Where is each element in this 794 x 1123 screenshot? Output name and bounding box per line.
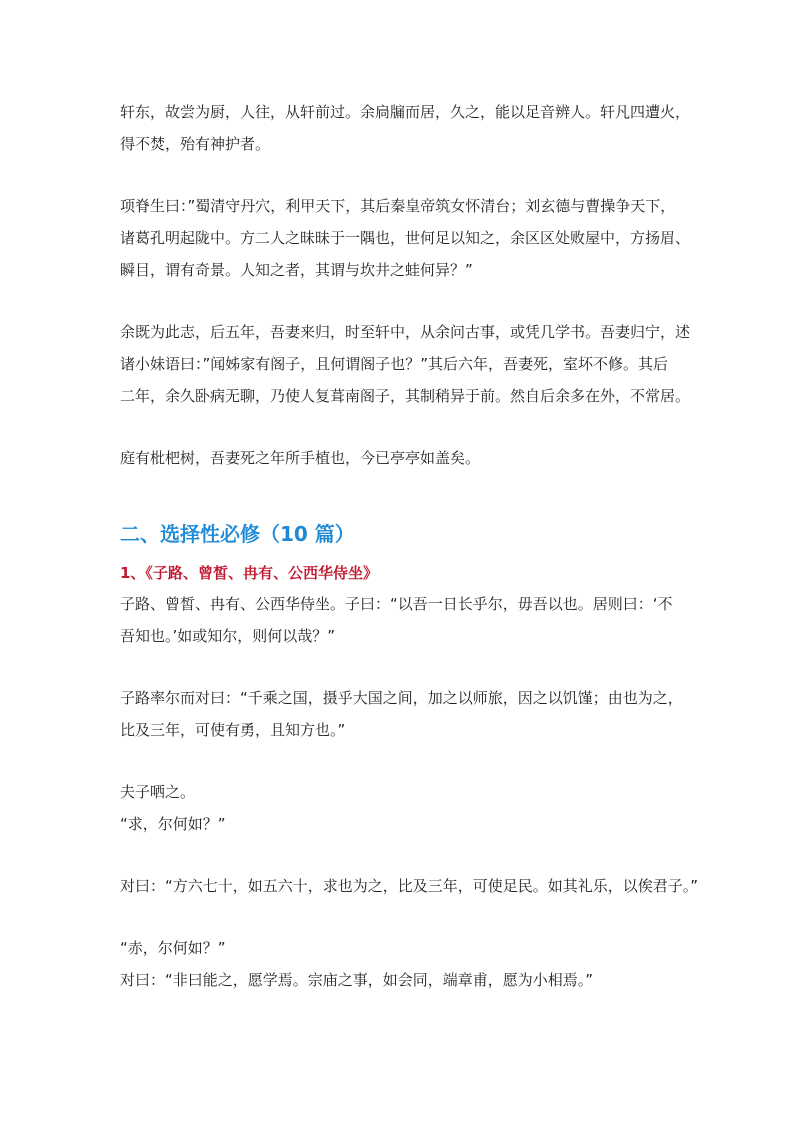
text-line: 诸小妹语曰：”闻姊家有阁子，且何谓阁子也？”其后六年，吾妻死，室坏不修。其后: [120, 355, 669, 373]
text-line: 瞬目，谓有奇景。人知之者，其谓与坎井之蛙何异？”: [120, 261, 473, 279]
text-line: 子路、曾皙、冉有、公西华侍坐。子曰：“以吾一日长乎尔，毋吾以也。居则曰：‘不: [120, 595, 673, 613]
text-line: 诸葛孔明起陇中。方二人之昧昧于一隅也，世何足以知之，余区区处败屋中，方扬眉、: [120, 229, 691, 247]
text-line: 子路率尔而对曰：“千乘之国，摄乎大国之间，加之以师旅，因之以饥馑；由也为之，: [120, 689, 683, 707]
text-line: 庭有枇杷树，吾妻死之年所手植也，今已亭亭如盖矣。: [120, 449, 481, 467]
paragraph-xiangjisheng: [120, 190, 691, 286]
paragraph-zilu-reply: [120, 682, 683, 746]
paragraph-kitchen: [120, 96, 691, 160]
text-line: 余既为此志，后五年，吾妻来归，时至轩中，从余问古事，或凭几学书。吾妻归宁，述: [120, 323, 691, 341]
paragraph-loquat-tree: [120, 442, 680, 474]
paragraph-qiu-question: “求，尔何如？”: [120, 815, 226, 833]
paragraph-chi-question: “赤，尔何如？”: [120, 939, 226, 957]
section-heading: 二、选择性必修（10 篇）: [120, 522, 355, 546]
document-page: [120, 96, 699, 996]
paragraph-qiu-reply: 对曰：“方六七十，如五六十，求也为之，比及三年，可使足民。如其礼乐，以俟君子。”: [120, 877, 699, 895]
text-line: 吾知也。’如或知尔，则何以哉？”: [120, 627, 336, 645]
text-line: 项脊生曰：”蜀清守丹穴，利甲天下，其后秦皇帝筑女怀清台；刘玄德与曹操争天下，: [120, 197, 676, 215]
text-line: 二年，余久卧病无聊，乃使人复葺南阁子，其制稍异于前。然自后余多在外，不常居。: [120, 387, 691, 405]
paragraph-wife: [120, 316, 691, 412]
text-line: 得不焚，殆有神护者。: [120, 135, 271, 153]
text-line: 比及三年，可使有勇，且知方也。”: [120, 721, 346, 739]
paragraph-chi-reply: 对曰：“非曰能之，愿学焉。宗庙之事，如会同，端章甫，愿为小相焉。”: [120, 971, 594, 989]
article-title: 1、《子路、曾皙、冉有、公西华侍坐》: [120, 564, 378, 582]
paragraph-sitting: [120, 588, 680, 652]
paragraph-master-smiles: 夫子哂之。: [120, 783, 196, 801]
text-line: 轩东，故尝为厨，人往，从轩前过。余扃牖而居，久之，能以足音辨人。轩凡四遭火，: [120, 103, 691, 121]
